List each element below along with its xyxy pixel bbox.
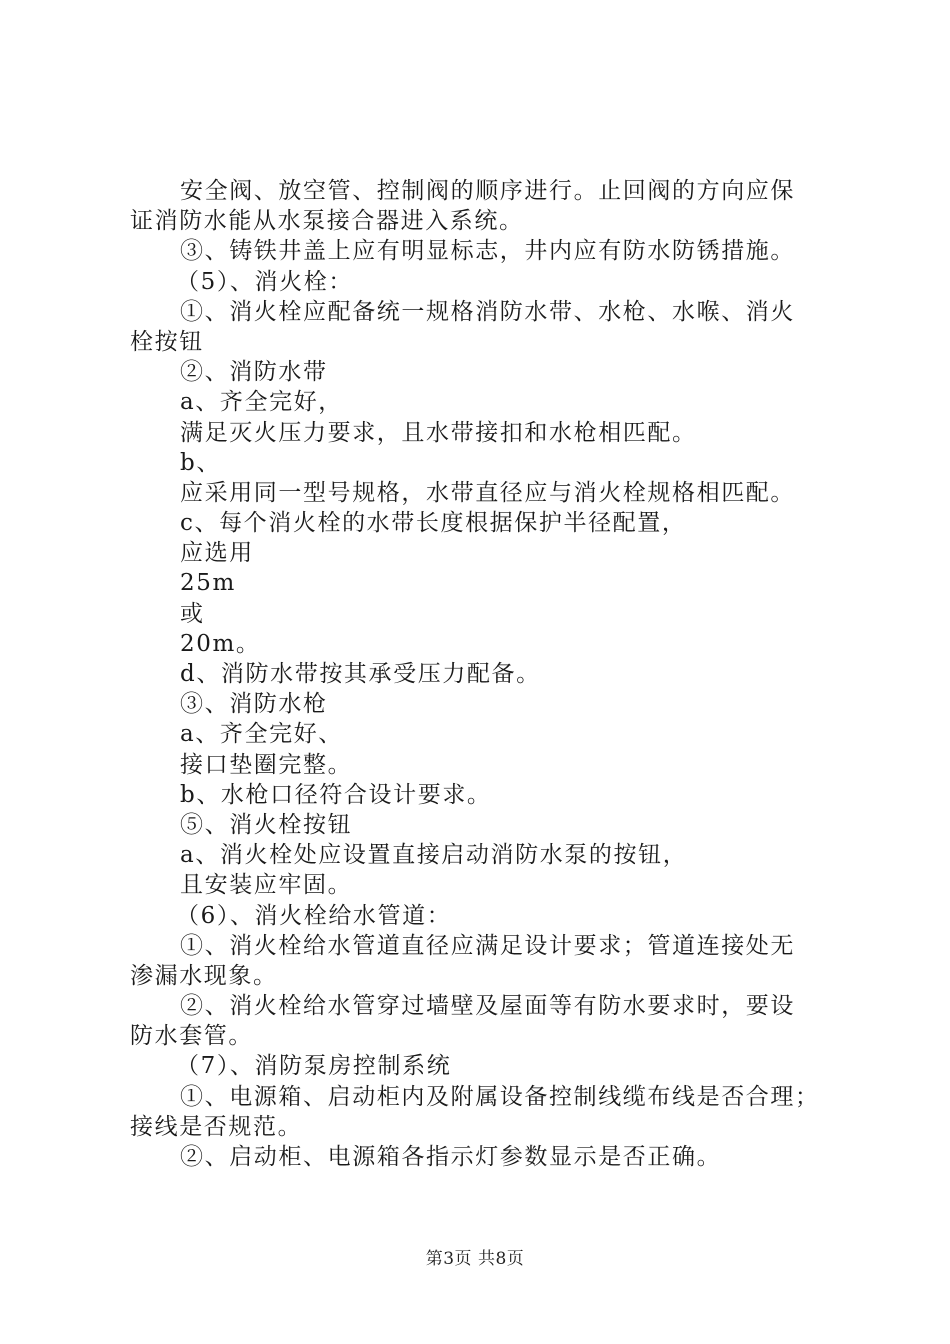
paragraph-line: 应选用 bbox=[180, 540, 254, 567]
paragraph-line: 安全阀、放空管、控制阀的顺序进行。止回阀的方向应保 bbox=[180, 178, 795, 204]
paragraph-line: ②、消防水带 bbox=[180, 359, 328, 386]
paragraph-line: 证消防水能从水泵接合器进入系统。 bbox=[130, 208, 524, 235]
paragraph-line: 防水套管。 bbox=[130, 1023, 253, 1050]
paragraph-line: ①、电源箱、启动柜内及附属设备控制线缆布线是否合理； bbox=[180, 1083, 820, 1110]
page-number-footer: 第3页 共8页 bbox=[425, 1249, 525, 1269]
paragraph-line: a、消火栓处应设置直接启动消防水泵的按钮， bbox=[180, 842, 688, 869]
paragraph-line: d、消防水带按其承受压力配备。 bbox=[180, 661, 541, 687]
section-heading: （6）、消火栓给水管道： bbox=[176, 902, 452, 929]
paragraph-line: c、每个消火栓的水带长度根据保护半径配置， bbox=[180, 510, 687, 537]
paragraph-line: a、齐全完好、 bbox=[180, 721, 343, 748]
paragraph-line: 20m。 bbox=[180, 630, 261, 657]
paragraph-line: 25m bbox=[180, 570, 236, 597]
paragraph-line: ③、消防水枪 bbox=[180, 691, 328, 718]
paragraph-line: a、齐全完好， bbox=[180, 389, 343, 416]
paragraph-line: 渗漏水现象。 bbox=[130, 962, 278, 989]
paragraph-line: 或 bbox=[180, 600, 205, 627]
paragraph-line: 且安装应牢固。 bbox=[180, 872, 353, 899]
paragraph-line: 接线是否规范。 bbox=[130, 1113, 303, 1140]
paragraph-line: ①、消火栓应配备统一规格消防水带、水枪、水喉、消火 bbox=[180, 298, 795, 325]
paragraph-line: ②、消火栓给水管穿过墙壁及屋面等有防水要求时，要设 bbox=[180, 993, 795, 1020]
paragraph-line: b、水枪口径符合设计要求。 bbox=[180, 781, 492, 808]
paragraph-line: ③、铸铁井盖上应有明显标志，井内应有防水防锈措施。 bbox=[180, 238, 795, 265]
paragraph-line: ②、启动柜、电源箱各指示灯参数显示是否正确。 bbox=[180, 1144, 722, 1170]
paragraph-line: 满足灭火压力要求，且水带接扣和水枪相匹配。 bbox=[180, 419, 697, 446]
paragraph-line: 栓按钮 bbox=[130, 328, 204, 355]
paragraph-line: b、 bbox=[180, 449, 221, 476]
section-heading: （7）、消防泵房控制系统 bbox=[176, 1053, 452, 1080]
paragraph-line: ⑤、消火栓按钮 bbox=[180, 811, 353, 838]
paragraph-line: ①、消火栓给水管道直径应满足设计要求；管道连接处无 bbox=[180, 932, 795, 959]
document-body bbox=[130, 176, 835, 1172]
paragraph-line: 应采用同一型号规格，水带直径应与消火栓规格相匹配。 bbox=[180, 479, 795, 506]
paragraph-line: 接口垫圈完整。 bbox=[180, 751, 353, 778]
section-heading: （5）、消火栓： bbox=[176, 268, 353, 295]
